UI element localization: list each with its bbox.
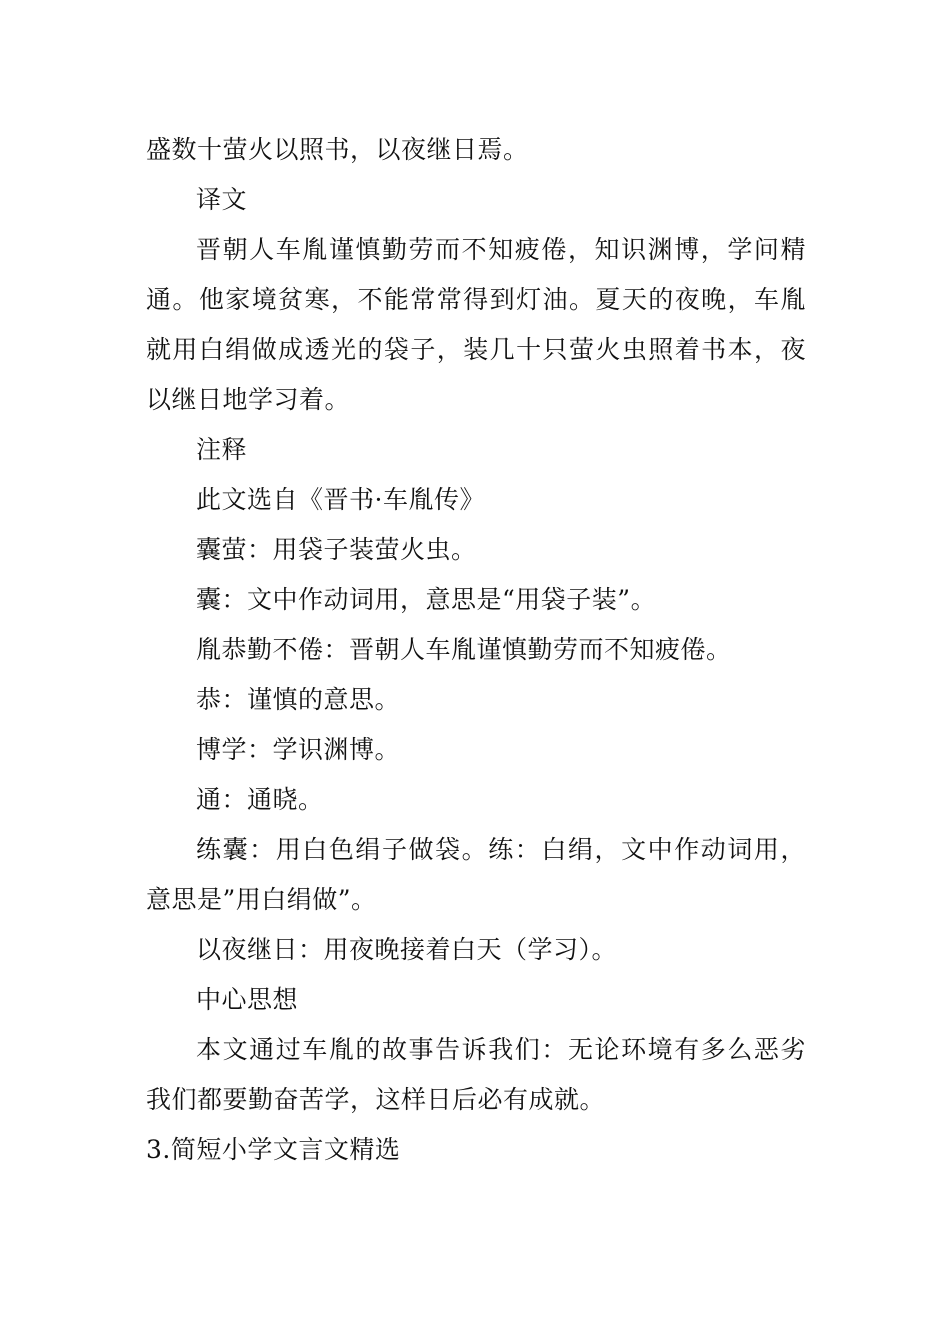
- text-line: 此文选自《晋书·车胤传》: [196, 485, 485, 514]
- text-line: 练囊：用白色绢子做袋。练：白绢，文中作动词用，: [196, 835, 806, 864]
- text-line: 以夜继日：用夜晚接着白天（学习）。: [196, 935, 618, 964]
- text-line: 通：通晓。: [196, 785, 324, 814]
- text-line: 博学：学识渊博。: [196, 735, 401, 764]
- text-line: 恭：谨慎的意思。: [196, 685, 401, 714]
- text-line: 囊萤：用袋子装萤火虫。: [196, 535, 477, 564]
- section-heading-notes: 注释: [196, 435, 248, 464]
- text-line: 以继日地学习着。: [146, 385, 351, 414]
- text-line: 本文通过车胤的故事告诉我们：无论环境有多么恶劣: [196, 1035, 806, 1064]
- text-line: 盛数十萤火以照书，以夜继日焉。: [146, 135, 529, 164]
- section-heading-central-idea: 中心思想: [196, 985, 299, 1014]
- text-line: 晋朝人车胤谨慎勤劳而不知疲倦，知识渊博，学问精: [196, 235, 806, 264]
- section-heading-translation: 译文: [196, 185, 248, 214]
- text-line: 我们都要勤奋苦学，这样日后必有成就。: [146, 1085, 606, 1114]
- text-line: 意思是”用白绢做”。: [146, 885, 377, 914]
- section-heading-numbered: 3.简短小学文言文精选: [146, 1135, 401, 1164]
- text-line: 囊：文中作动词用，意思是“用袋子装”。: [196, 585, 657, 614]
- text-line: 通。他家境贫寒，不能常常得到灯油。夏天的夜晚，车胤: [146, 285, 806, 314]
- text-line: 胤恭勤不倦：晋朝人车胤谨慎勤劳而不知疲倦。: [196, 635, 732, 664]
- text-line: 就用白绢做成透光的袋子，装几十只萤火虫照着书本，夜: [146, 335, 806, 364]
